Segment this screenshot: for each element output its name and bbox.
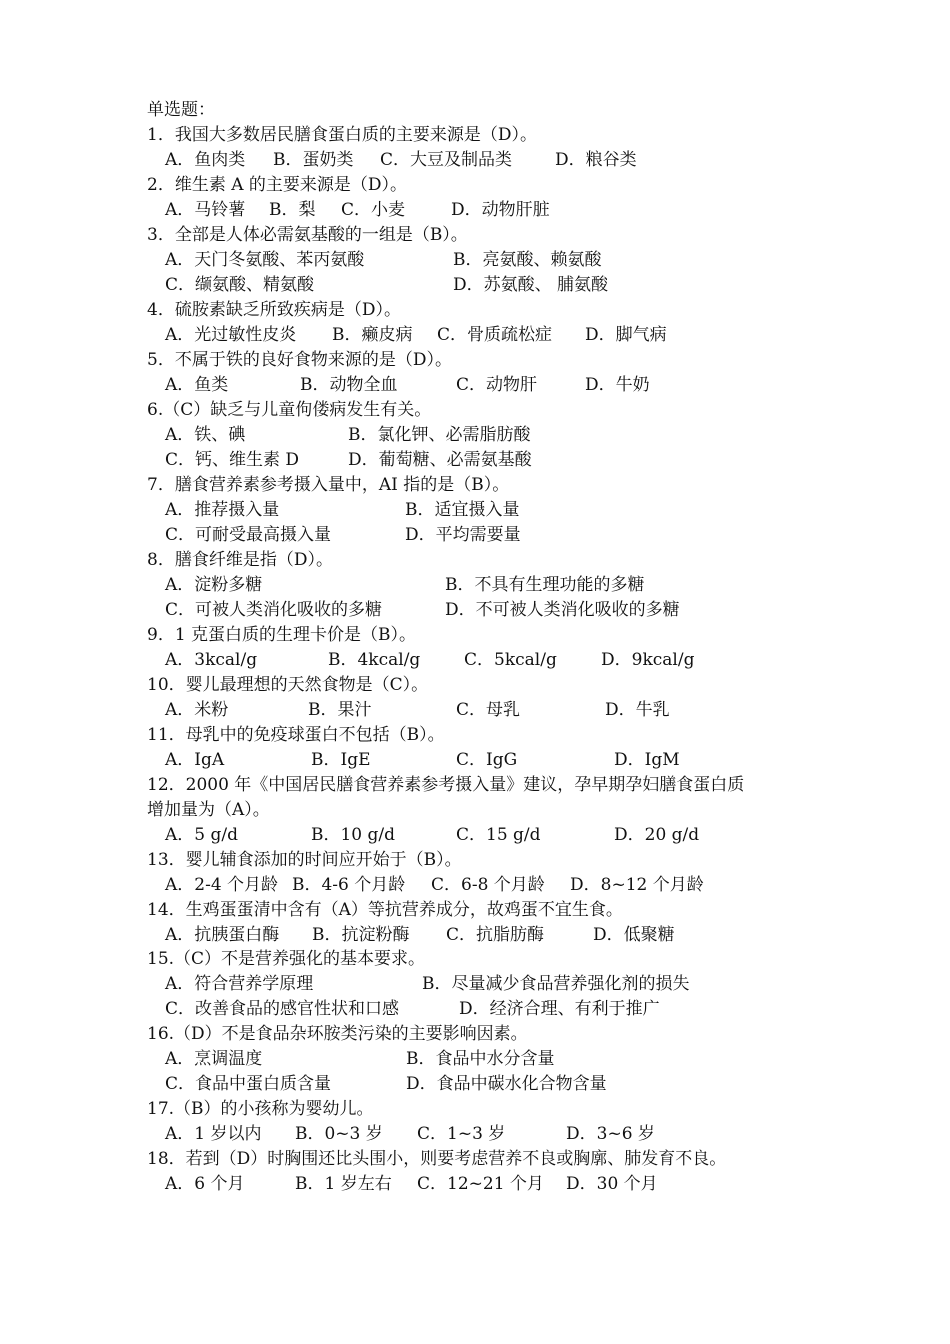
question-11-option-a: A．IgA <box>165 750 225 770</box>
question-18-option-d: D．30 个月 <box>566 1174 658 1194</box>
question-12-option-b: B．10 g/d <box>311 825 396 845</box>
question-5-option-d: D．牛奶 <box>585 375 650 395</box>
question-15-option-d: D．经济合理、有利于推广 <box>459 999 660 1019</box>
question-15-option-a: A．符合营养学原理 <box>165 974 314 994</box>
question-10-option-c: C．母乳 <box>456 700 521 720</box>
question-2-stem: 2．维生素 A 的主要来源是（D）。 <box>147 175 408 195</box>
question-15-option-b: B．尽量减少食品营养强化剂的损失 <box>422 974 690 994</box>
question-16-option-b: B．食品中水分含量 <box>406 1049 555 1069</box>
question-3-stem: 3．全部是人体必需氨基酸的一组是（B）。 <box>147 225 468 245</box>
question-15-stem: 15.（C）不是营养强化的基本要求。 <box>147 949 426 969</box>
question-9-option-d: D．9kcal/g <box>601 650 695 670</box>
question-5-option-c: C．动物肝 <box>456 375 538 395</box>
question-17-stem: 17.（B）的小孩称为婴幼儿。 <box>147 1099 374 1119</box>
question-8-option-a: A．淀粉多糖 <box>165 575 263 595</box>
question-18-stem: 18．若到（D）时胸围还比头围小，则要考虑营养不良或胸廓、肺发育不良。 <box>147 1149 727 1169</box>
question-7-stem: 7．膳食营养素参考摄入量中，AI 指的是（B）。 <box>147 475 510 495</box>
question-3-option-b: B．亮氨酸、赖氨酸 <box>453 250 602 270</box>
question-16-option-c: C．食品中蛋白质含量 <box>165 1074 332 1094</box>
question-14-option-d: D．低聚糖 <box>593 925 675 945</box>
question-14-option-c: C．抗脂肪酶 <box>446 925 545 945</box>
question-9-stem: 9．1 克蛋白质的生理卡价是（B）。 <box>147 625 417 645</box>
question-16-stem: 16.（D）不是食品杂环胺类污染的主要影响因素。 <box>147 1024 528 1044</box>
question-14-stem: 14．生鸡蛋蛋清中含有（A）等抗营养成分，故鸡蛋不宜生食。 <box>147 900 623 920</box>
question-4-option-d: D．脚气病 <box>585 325 667 345</box>
question-7-option-c: C．可耐受最高摄入量 <box>165 525 332 545</box>
question-11-option-c: C．IgG <box>456 750 518 770</box>
question-12-stem: 12．2000 年《中国居民膳食营养素参考摄入量》建议，孕早期孕妇膳食蛋白质 <box>147 775 745 795</box>
question-3-option-a: A．天门冬氨酸、苯丙氨酸 <box>165 250 365 270</box>
question-9-option-a: A．3kcal/g <box>165 650 258 670</box>
question-17-option-a: A．1 岁以内 <box>165 1124 262 1144</box>
question-13-option-b: B．4-6 个月龄 <box>292 875 406 895</box>
question-9-option-b: B．4kcal/g <box>328 650 421 670</box>
question-1-option-d: D．粮谷类 <box>555 150 637 170</box>
question-10-option-a: A．米粉 <box>165 700 229 720</box>
section-title: 单选题： <box>147 100 215 120</box>
question-11-stem: 11．母乳中的免疫球蛋白不包括（B）。 <box>147 725 445 745</box>
question-6-option-d: D．葡萄糖、必需氨基酸 <box>348 450 532 470</box>
question-4-option-c: C．骨质疏松症 <box>437 325 553 345</box>
question-18-option-c: C．12~21 个月 <box>417 1174 544 1194</box>
question-12-option-d: D．20 g/d <box>614 825 700 845</box>
question-17-option-c: C．1~3 岁 <box>417 1124 506 1144</box>
question-6-option-b: B．氯化钾、必需脂肪酸 <box>348 425 531 445</box>
question-17-option-b: B．0~3 岁 <box>295 1124 383 1144</box>
question-10-option-b: B．果汁 <box>308 700 372 720</box>
question-13-option-d: D．8~12 个月龄 <box>570 875 704 895</box>
question-5-option-b: B．动物全血 <box>300 375 398 395</box>
question-1-option-c: C．大豆及制品类 <box>380 150 513 170</box>
question-13-option-a: A．2-4 个月龄 <box>165 875 279 895</box>
question-6-stem: 6.（C）缺乏与儿童佝偻病发生有关。 <box>147 400 432 420</box>
question-17-option-d: D．3~6 岁 <box>566 1124 655 1144</box>
question-4-option-a: A．光过敏性皮炎 <box>165 325 297 345</box>
question-11-option-d: D．IgM <box>614 750 680 770</box>
question-2-option-d: D．动物肝脏 <box>451 200 550 220</box>
question-3-option-c: C．缬氨酸、精氨酸 <box>165 275 315 295</box>
question-4-stem: 4．硫胺素缺乏所致疾病是（D）。 <box>147 300 401 320</box>
question-13-option-c: C．6-8 个月龄 <box>431 875 545 895</box>
question-2-option-b: B．梨 <box>269 200 316 220</box>
question-8-stem: 8．膳食纤维是指（D）。 <box>147 550 333 570</box>
question-3-option-d: D．苏氨酸、 脯氨酸 <box>453 275 609 295</box>
question-11-option-b: B．IgE <box>311 750 371 770</box>
question-2-option-c: C．小麦 <box>341 200 406 220</box>
question-6-option-a: A．铁、碘 <box>165 425 246 445</box>
question-18-option-b: B．1 岁左右 <box>295 1174 392 1194</box>
question-7-option-d: D．平均需要量 <box>405 525 521 545</box>
question-1-stem: 1．我国大多数居民膳食蛋白质的主要来源是（D）。 <box>147 125 537 145</box>
question-12-option-a: A．5 g/d <box>165 825 238 845</box>
question-2-option-a: A．马铃薯 <box>165 200 246 220</box>
question-5-stem: 5．不属于铁的良好食物来源的是（D）。 <box>147 350 452 370</box>
question-12-option-c: C．15 g/d <box>456 825 541 845</box>
question-15-option-c: C．改善食品的感官性状和口感 <box>165 999 400 1019</box>
question-7-option-b: B．适宜摄入量 <box>405 500 520 520</box>
question-4-option-b: B．癞皮病 <box>332 325 413 345</box>
question-8-option-b: B．不具有生理功能的多糖 <box>445 575 645 595</box>
question-10-stem: 10．婴儿最理想的天然食物是（C）。 <box>147 675 429 695</box>
question-8-option-c: C．可被人类消化吸收的多糖 <box>165 600 383 620</box>
question-14-option-a: A．抗胰蛋白酶 <box>165 925 280 945</box>
question-10-option-d: D．牛乳 <box>605 700 670 720</box>
question-14-option-b: B．抗淀粉酶 <box>312 925 410 945</box>
question-12-stem-continued: 增加量为（A）。 <box>147 800 270 820</box>
question-7-option-a: A．推荐摄入量 <box>165 500 280 520</box>
question-5-option-a: A．鱼类 <box>165 375 229 395</box>
question-1-option-b: B．蛋奶类 <box>273 150 354 170</box>
question-16-option-d: D．食品中碳水化合物含量 <box>406 1074 607 1094</box>
question-18-option-a: A．6 个月 <box>165 1174 245 1194</box>
question-1-option-a: A．鱼肉类 <box>165 150 246 170</box>
question-8-option-d: D．不可被人类消化吸收的多糖 <box>445 600 680 620</box>
question-16-option-a: A．烹调温度 <box>165 1049 263 1069</box>
question-6-option-c: C．钙、维生素 D <box>165 450 300 470</box>
question-13-stem: 13．婴儿辅食添加的时间应开始于（B）。 <box>147 850 462 870</box>
question-9-option-c: C．5kcal/g <box>464 650 557 670</box>
